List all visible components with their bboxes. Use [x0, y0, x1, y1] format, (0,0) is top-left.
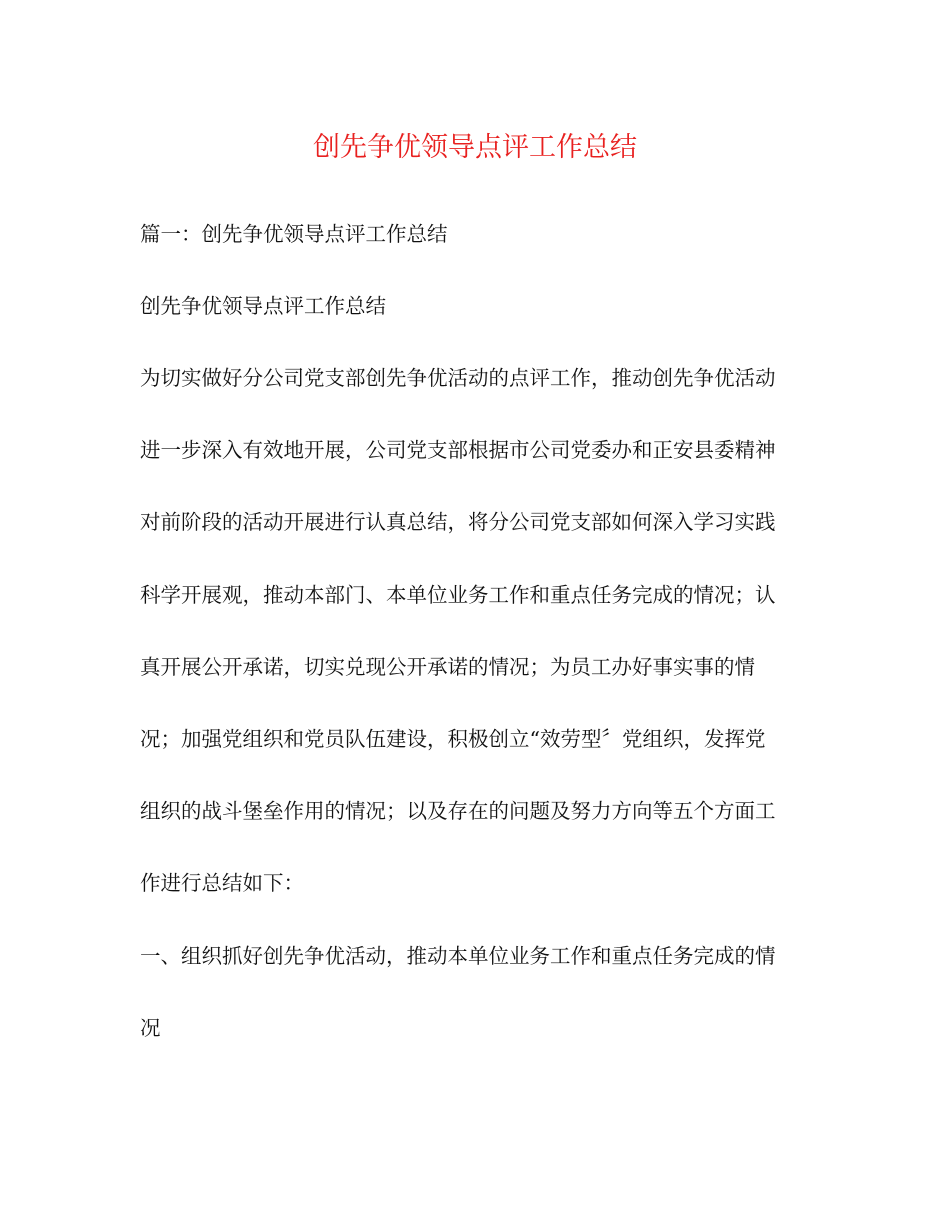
paragraph-line: 为切实做好分公司党支部创先争优活动的点评工作，推动创先争优活动 [140, 366, 776, 390]
paragraph-line: 进一步深入有效地开展，公司党支部根据市公司党委办和正安县委精神 [140, 438, 776, 462]
paragraph-line: 组织的战斗堡垒作用的情况；以及存在的问题及努力方向等五个方面工 [140, 799, 776, 823]
paragraph-line: 真开展公开承诺，切实兑现公开承诺的情况；为员工办好事实事的情 [140, 655, 755, 679]
item-one-line: 一、组织抓好创先争优活动，推动本单位业务工作和重点任务完成的情 [140, 944, 776, 968]
document-title: 创先争优领导点评工作总结 [313, 132, 637, 163]
paragraph-line: 况；加强党组织和党员队伍建设，积极创立“效劳型〞党组织，发挥党 [140, 727, 766, 751]
section-heading: 篇一：创先争优领导点评工作总结 [140, 222, 448, 246]
item-one-line: 况 [140, 1016, 161, 1040]
subtitle: 创先争优领导点评工作总结 [140, 294, 386, 318]
paragraph-line: 作进行总结如下： [140, 871, 304, 895]
paragraph-line: 科学开展观，推动本部门、本单位业务工作和重点任务完成的情况；认 [140, 583, 776, 607]
paragraph-line: 对前阶段的活动开展进行认真总结，将分公司党支部如何深入学习实践 [140, 510, 776, 534]
